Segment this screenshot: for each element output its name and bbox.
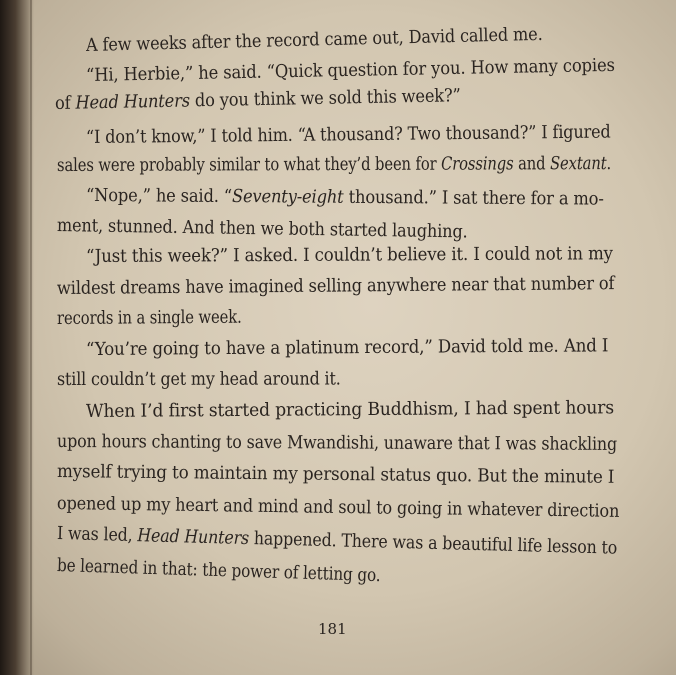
page-number: 181 [318, 620, 347, 638]
text-run: . [606, 153, 612, 175]
text-line [86, 186, 604, 210]
text-run: opened up my heart and mind and soul to going in whatever direction [56, 493, 620, 522]
text-line [86, 336, 608, 360]
text-line [57, 274, 615, 299]
italic-title: Head Hunters [137, 525, 250, 550]
italic-title: Seventy-eight [231, 186, 344, 208]
italic-title: Crossings [441, 153, 514, 175]
text-line [55, 86, 461, 114]
text-run: wildest dreams have imagined selling anywhere near that number of [56, 273, 615, 299]
text-line [57, 216, 468, 242]
text-run: “Just this week?” I asked. I couldn’t believe it. I could not in my [85, 243, 613, 267]
text-run: happened. There was a beautiful life lesson to [248, 528, 618, 559]
text-run: ment, stunned. And then we both started laughing. [56, 215, 468, 243]
text-line [57, 494, 620, 522]
text-line [57, 154, 611, 176]
text-run: “Hi, Herbie,” he said. “Quick question for you. How many copies [85, 54, 615, 86]
text-run: upon hours chanting to save Mwandishi, unaware that I was shackling [56, 431, 618, 455]
text-run: be learned in that: the power of letting go. [56, 555, 381, 587]
italic-title: Sextant [550, 153, 607, 175]
text-line [57, 432, 617, 455]
text-run: still couldn’t get my head around it. [56, 368, 341, 390]
text-line [57, 556, 381, 586]
text-line [86, 56, 615, 86]
text-line [57, 462, 615, 488]
text-line [86, 398, 614, 422]
text-run: records in a single week. [56, 306, 242, 329]
text-line [86, 25, 543, 56]
italic-title: Head Hunters [75, 90, 191, 114]
text-run: I was led, [56, 523, 138, 547]
text-run: “Nope,” he said. “ [85, 185, 233, 208]
text-run: do you think we sold this week?” [189, 85, 461, 112]
text-run: thousand.” I sat there for a mo- [343, 186, 604, 210]
text-line [57, 524, 618, 559]
text-run: When I’d first started practicing Buddhism, I had spent hours [85, 397, 615, 422]
text-line [57, 370, 341, 390]
text-run: myself trying to maintain my personal status quo. But the minute I [56, 461, 615, 488]
text-run: of [54, 92, 76, 114]
text-run: A few weeks after the record came out, David called me. [85, 23, 543, 56]
text-run: sales were probably similar to what they’d been for [56, 153, 442, 176]
text-run: “I don’t know,” I told him. “A thousand? Two thousand?” I figured [85, 121, 611, 148]
text-line [57, 308, 242, 329]
text-run: and [513, 153, 551, 175]
text-line [86, 123, 611, 148]
text-run: “You’re going to have a platinum record,” David told me. And I [85, 335, 609, 360]
text-line [86, 244, 613, 267]
